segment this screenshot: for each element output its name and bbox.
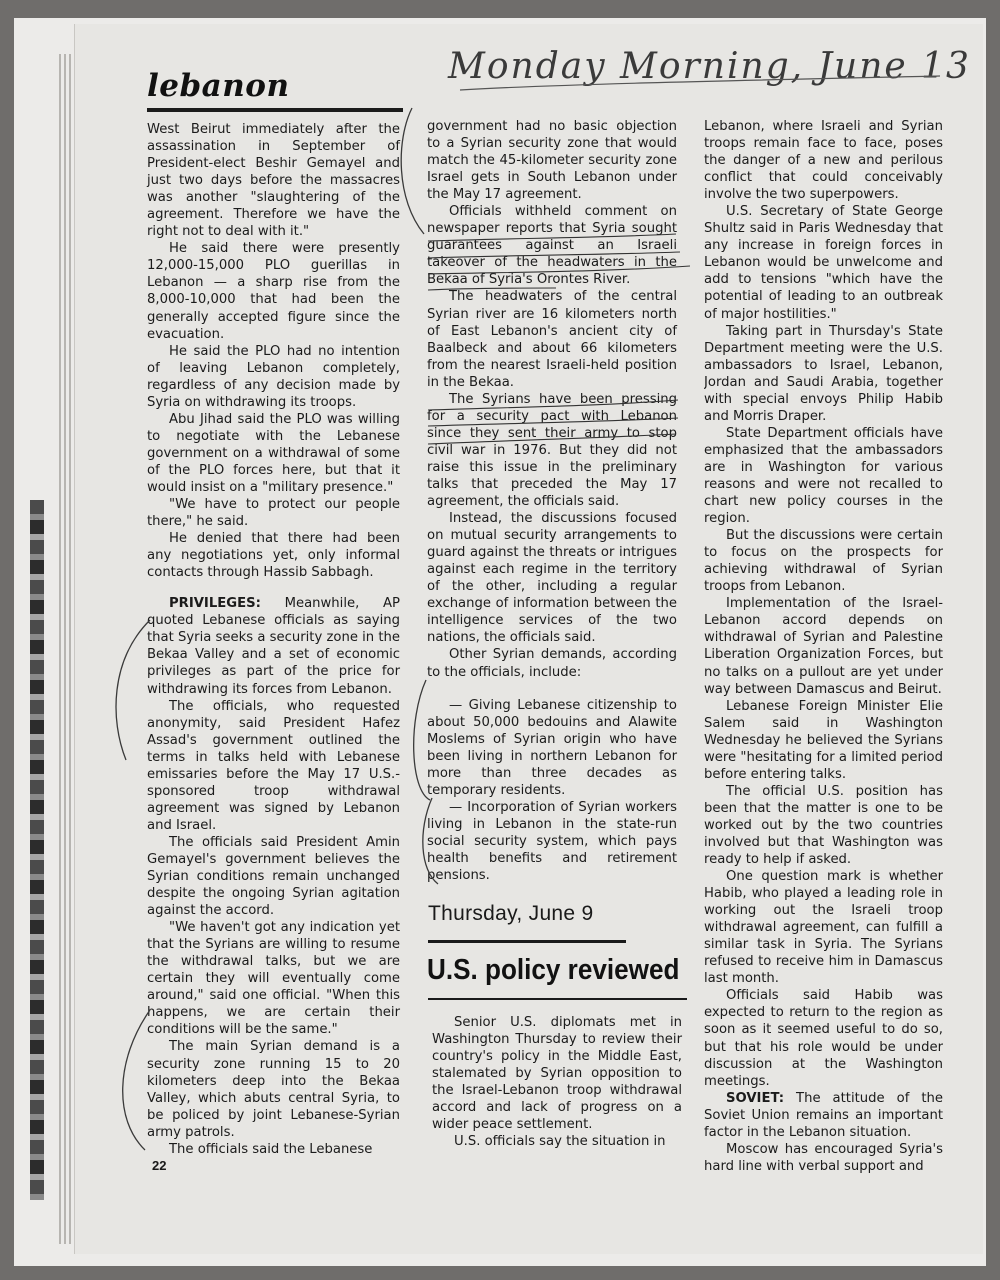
paragraph: State Department officials have emphasized that the ambassadors are in Washington for various reasons and were not recalled to chart new policy courses in the region. [704,425,943,527]
paragraph: U.S. Secretary of State George Shultz said in Paris Wednesday that any increase in foreign forces in Lebanon would be unwelcome and add to tensions "which have the potential of leading to an outbreak of major hostilities." [704,204,943,322]
section-title: lebanon [147,68,290,104]
paragraph: U.S. officials say the situation in [454,1134,666,1150]
pen-underline [428,234,676,241]
paragraph: Lebanon, where Israeli and Syrian troops remain face to face, poses the danger of a new and perilous conflict that could conceivably involve the two superpowers. [704,119,943,203]
headline: U.S. policy reviewed [427,954,680,986]
pen-underline [428,252,680,258]
paragraph: He said there were presently 12,000-15,000 PLO guerillas in Lebanon — a sharp rise from the 8,000-10,000 that had been the generally accepted figure since the evacuation. [147,241,400,342]
paragraph: Abu Jihad said the PLO was willing to negotiate with the Lebanese government on a withdrawal of some of the PLO forces here, but that it would insist on a "military presence." [147,411,400,495]
paragraph: The main Syrian demand is a security zone running 15 to 20 kilometers deep into the Bekaa Valley, which abuts central Syria, to be policed by joint Lebanese-Syrian army patrols. [147,1039,400,1140]
pen-underline [428,418,678,426]
paragraph: But the discussions were certain to focus on the prospects for achieving withdrawal of Syrian troops from Lebanon. [704,528,943,595]
margin-bracket [423,798,438,884]
paragraph: Instead, the discussions focused on mutual security arrangements to guard against the threats or intrigues against each regime in the territory of the other, including a regular exchange of information between the intelligence services of the two nations, the officials said. [427,511,677,646]
paragraph: Other Syrian demands, according to the officials, include: [427,647,677,680]
subhead-soviet: SOVIET: [726,1090,785,1106]
dateline: Thursday, June 9 [428,902,594,925]
margin-bracket [414,680,430,800]
handwritten-note: Monday Morning, June 13 [448,46,971,87]
paragraph: One question mark is whether Habib, who played a leading role in working out the Israeli troop withdrawal agreement, can fulfill a similar task in Syria. The Syrians refused to receive him in Damascus last month. [704,869,943,987]
pen-underline [428,400,678,410]
paragraph: "We have to protect our people there," he said. [147,497,400,530]
paragraph: Taking part in Thursday's State Department meeting were the U.S. ambassadors to Israel, Lebanon, Jordan and Saudi Arabia, together with special envoys Philip Habib and Morris Draper. [704,323,943,424]
pen-underline [428,434,676,444]
paragraph: SOVIET: The attitude of the Soviet Union remains an important factor in the Lebanon situation. [704,1090,943,1140]
paragraph: — Giving Lebanese citizenship to about 50,000 bedouins and Alawite Moslems of Syrian origin who have been living in northern Lebanon for more than three decades as temporary residents. [427,697,677,798]
pen-underline [428,266,690,274]
margin-bracket [123,1010,150,1150]
paragraph: The officials said President Amin Gemayel's government believes the Syrian conditions remain unchanged despite the ongoing Syrian agitation against the accord. [147,834,400,919]
paragraph: "We haven't got any indication yet that the Syrians are willing to resume the withdrawal talks, but we are certain they will eventually come around," said one official. "When this happens, we are certain their conditions will be the same." [147,920,400,1038]
paragraph: — Incorporation of Syrian workers living in Lebanon in the state-run social security system, which pays health benefits and retirement pensions. [427,799,677,884]
paragraph: The officials, who requested anonymity, said President Hafez Assad's government outlined the terms in talks held with Lebanese emissaries before the May 17 U.S.-sponsored troop withdrawal agreement was signed by Lebanon and Israel. [147,698,400,833]
paragraph: Officials said Habib was expected to return to the region as soon as it seemed useful to do so, but that his role would be under discussion at the Washington meetings. [704,988,943,1089]
margin-bracket [401,108,424,234]
paragraph: He denied that there had been any negotiations yet, only informal contacts through Hassib Sabbagh. [147,531,400,581]
pen-underline [428,288,556,290]
paragraph: He said the PLO had no intention of leaving Lebanon completely, regardless of any decision made by Syria on withdrawing its troops. [147,343,400,410]
subhead-privileges: PRIVILEGES: [169,596,261,612]
paragraph: Senior U.S. diplomats met in Washington Thursday to review their country's policy in the Middle East, stalemated by Syrian opposition to the Israel-Lebanon troop withdrawal accord and lack of progress on a wider peace settlement. [432,1015,682,1133]
paragraph: government had no basic objection to a Syrian security zone that would match the 45-kilometer security zone Israel gets in South Lebanon under the May 17 agreement. [427,119,677,203]
paragraph: The Syrians have been pressing for a security pact with Lebanon since they sent their army to stop civil war in 1976. But they did not raise this issue in the preliminary talks that preceded the May 17 agreement, the officials said. [427,391,677,510]
paragraph: PRIVILEGES: Meanwhile, AP quoted Lebanese officials as saying that Syria seeks a security zone in the Bekaa Valley and a set of economic privileges as part of the price for withdrawing its forces from Lebanon. [147,596,400,697]
paragraph: The officials said the Lebanese [169,1141,373,1157]
paragraph: West Beirut immediately after the assassination in September of President-elect Beshir Gemayel and just two days before the massacres was another "slaughtering of the agreement. Therefore we have the right not to deal with it." [147,122,400,240]
paragraph: Lebanese Foreign Minister Elie Salem said in Washington Wednesday he believed the Syrians were "hesitating for a limited period before entering talks. [704,698,943,782]
margin-bracket [116,620,150,760]
handwritten-underline [460,76,940,90]
paragraph: Officials withheld comment on newspaper reports that Syria sought guarantees against an Israeli takeover of the headwaters in the Bekaa of Syria's Orontes River. [427,204,677,288]
paragraph: The official U.S. position has been that the matter is one to be worked out by the two countries involved but that Washington was ready to help if asked. [704,783,943,868]
paragraph: The headwaters of the central Syrian river are 16 kilometers north of East Lebanon's ancient city of Baalbeck and about 66 kilometers from the nearest Israeli-held position in the Bekaa. [427,289,677,390]
paragraph: Moscow has encouraged Syria's hard line with verbal support and [704,1141,943,1174]
paragraph: Implementation of the Israel-Lebanon accord depends on withdrawal of Syrian and Palestine Liberation Organization Forces, but no talks on a pullout are yet under way between Damascus and Beirut. [704,596,943,697]
page-number: 22 [152,1158,167,1173]
